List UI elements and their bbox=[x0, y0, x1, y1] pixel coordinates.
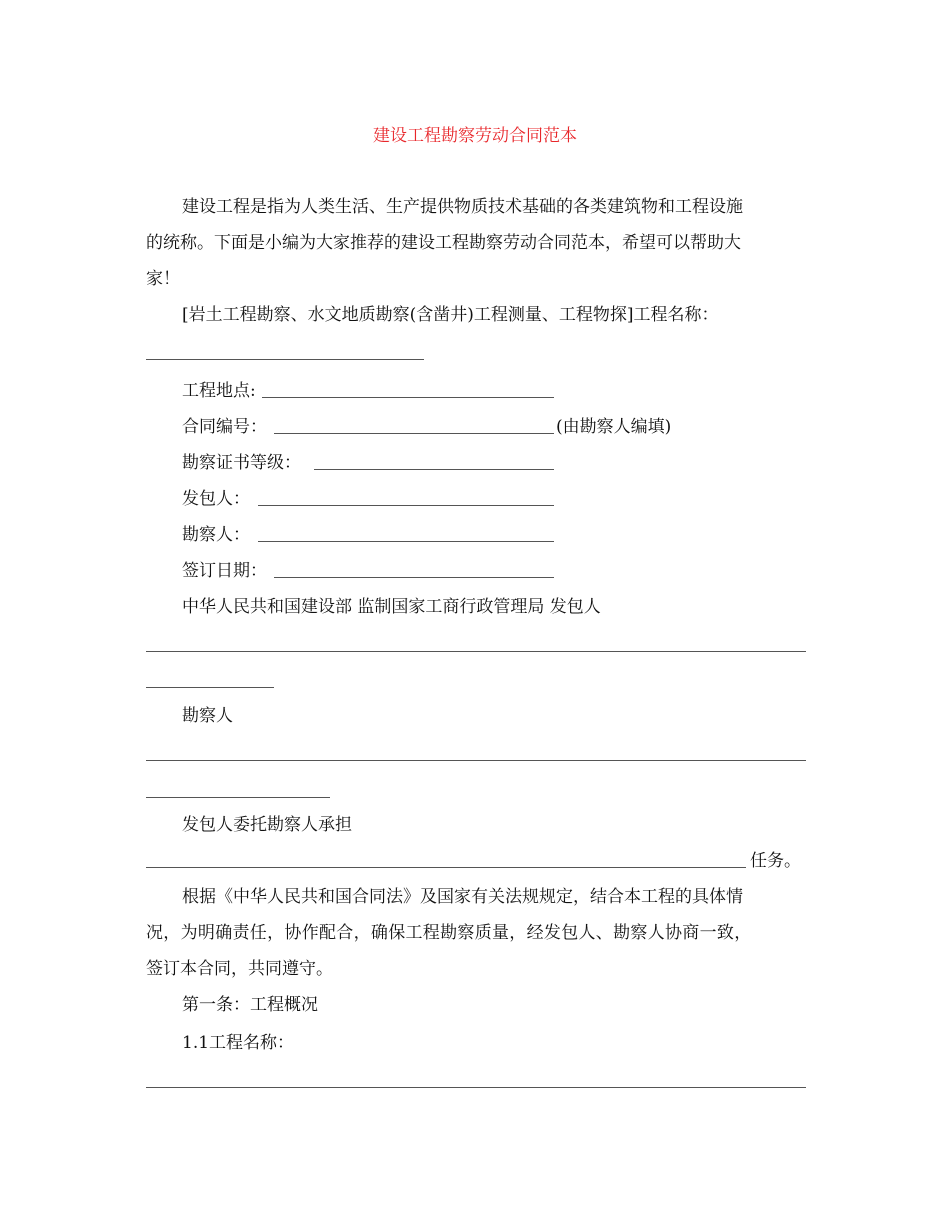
contract-no-blank bbox=[274, 433, 554, 434]
sign-date-label: 签订日期： bbox=[182, 561, 267, 581]
surveyor-party: 勘察人 bbox=[182, 706, 233, 726]
article-1-heading: 第一条：工程概况 bbox=[182, 995, 318, 1015]
location-blank bbox=[262, 397, 554, 398]
basis-line-2: 况，为明确责任，协作配合，确保工程勘察质量，经发包人、勘察人协商一致， bbox=[146, 923, 752, 943]
basis-line-3: 签订本合同，共同遵守。 bbox=[146, 959, 333, 979]
surveyor-full-blank bbox=[146, 760, 806, 761]
task-suffix: 任务。 bbox=[750, 851, 801, 871]
item-1-1: 1.1工程名称： bbox=[182, 1033, 295, 1053]
surveyor-blank bbox=[258, 541, 554, 542]
contract-no-note: (由勘察人编填) bbox=[556, 417, 672, 437]
intro-line-3: 家！ bbox=[146, 269, 180, 289]
project-name-blank bbox=[146, 359, 424, 360]
basis-line-1: 根据《中华人民共和国合同法》及国家有关法规规定，结合本工程的具体情 bbox=[182, 887, 743, 907]
surveyor-label: 勘察人： bbox=[182, 525, 250, 545]
category-line: [岩土工程勘察、水文地质勘察(含凿井)工程测量、工程物探]工程名称： bbox=[182, 305, 719, 325]
employer-full-blank-tail bbox=[146, 687, 274, 688]
intro-line-2: 的统称。下面是小编为大家推荐的建设工程勘察劳动合同范本，希望可以帮助大 bbox=[146, 233, 741, 253]
location-label: 工程地点: bbox=[182, 381, 256, 401]
cert-level-label: 勘察证书等级： bbox=[182, 453, 301, 473]
cert-level-blank bbox=[314, 469, 554, 470]
commission-line: 发包人委托勘察人承担 bbox=[182, 815, 352, 835]
employer-full-blank bbox=[146, 651, 806, 652]
task-blank bbox=[146, 867, 746, 868]
employer-label: 发包人： bbox=[182, 489, 250, 509]
intro-line-1: 建设工程是指为人类生活、生产提供物质技术基础的各类建筑物和工程设施 bbox=[182, 197, 743, 217]
employer-blank bbox=[258, 505, 554, 506]
sign-date-blank bbox=[274, 577, 554, 578]
item-1-1-blank bbox=[146, 1087, 806, 1088]
authority-line: 中华人民共和国建设部 监制国家工商行政管理局 发包人 bbox=[182, 597, 601, 617]
contract-no-label: 合同编号： bbox=[182, 417, 267, 437]
document-title: 建设工程勘察劳动合同范本 bbox=[373, 126, 577, 146]
surveyor-full-blank-tail bbox=[146, 797, 330, 798]
